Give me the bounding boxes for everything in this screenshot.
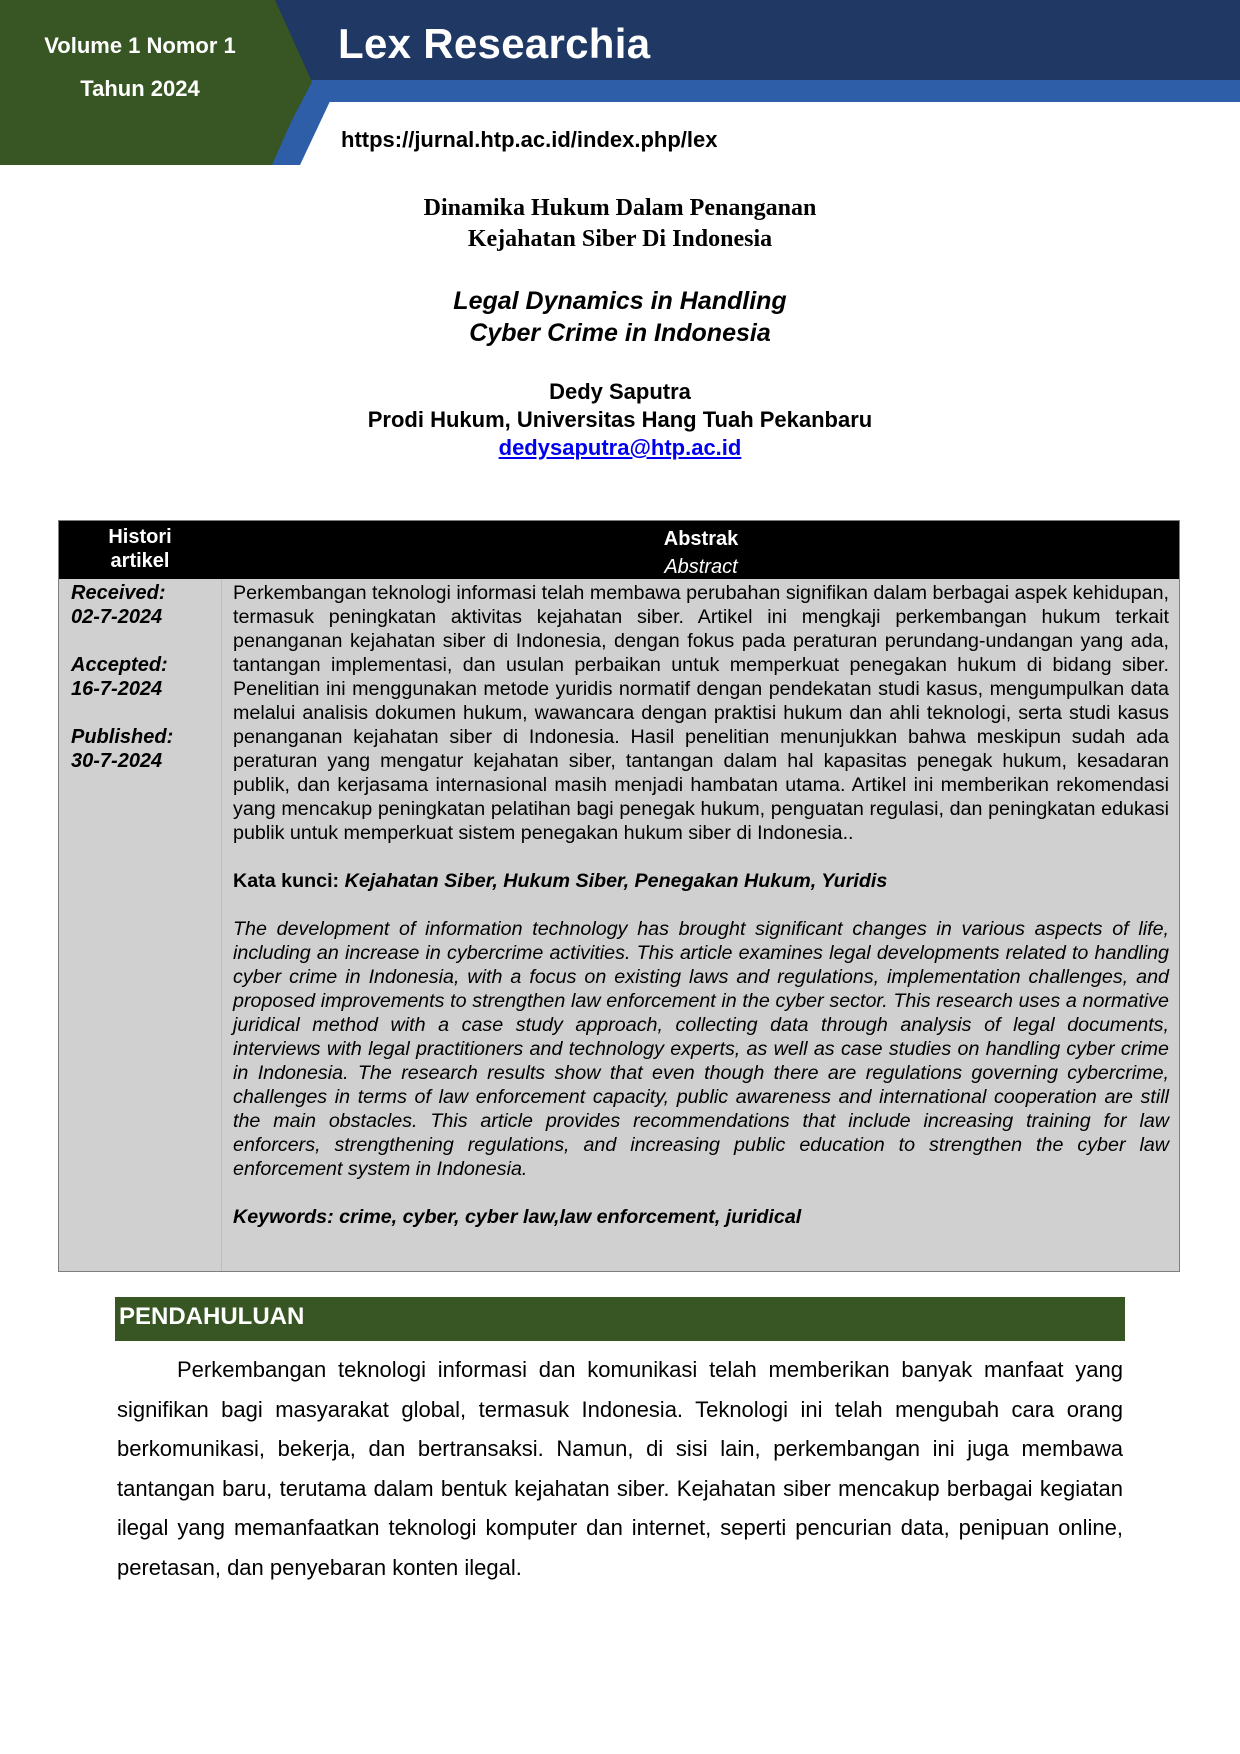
volume-number: Volume 1 Nomor 1: [44, 33, 236, 58]
intro-body: [117, 1350, 1123, 1588]
article-title-en: Legal Dynamics in Handling Cyber Crime in Indonesia: [453, 287, 787, 347]
article-title-id: Dinamika Hukum Dalam Penanganan Kejahatan Siber Di Indonesia: [423, 195, 817, 252]
abstract-en-text: The development of information technology has brought significant changes in various aspects of life, including an increase in cybercrime activities. This article examines legal developments related to handling cyber crime in Indonesia, with a focus on existing laws and regulations, implementation challenges, and proposed improvements to strengthen law enforcement in the cyber sector. This research uses a normative juridical method with a case study approach, collecting data through analysis of legal documents, interviews with legal practitioners and technology experts, as well as case studies on handling cyber crime in Indonesia. The research results show that even though there are regulations governing cybercrime, challenges in terms of law enforcement capacity, public awareness and international cooperation are still the main obstacles. This article provides recommendations that include increasing training for law enforcers, strengthening regulations, and increasing public education to strengthen the cyber law enforcement system in Indonesia.: [233, 918, 1169, 1180]
author-email-link[interactable]: dedysaputra@htp.ac.id: [498, 435, 742, 460]
author-name: Dedy Saputra: [549, 379, 691, 404]
accepted-date: 16-7-2024: [71, 678, 163, 700]
published-label: Published:: [71, 726, 174, 748]
keywords-id: Kata kunci: Kejahatan Siber, Hukum Siber, Penegakan Hukum, Yuridis: [233, 870, 888, 892]
column-divider: [221, 579, 222, 1271]
intro-paragraph: Perkembangan teknologi informasi dan komunikasi telah memberikan banyak manfaat yang signifikan bagi masyarakat global, termasuk Indonesia. Teknologi ini telah mengubah cara orang berkomunikasi, bekerja, dan bertransaksi. Namun, di sisi lain, perkembangan ini juga membawa tantangan baru, terutama dalam bentuk kejahatan siber. Kejahatan siber mencakup berbagai kegiatan ilegal yang memanfaatkan teknologi komputer dan internet, seperti pencurian data, penipuan online, peretasan, dan penyebaran konten ilegal.: [117, 1357, 1123, 1580]
abstract-column-header: Abstrak Abstract: [663, 528, 739, 578]
received-date: 02-7-2024: [71, 606, 163, 628]
section-heading-bar: [115, 1297, 1125, 1341]
journal-name: Lex Researchia: [338, 20, 651, 67]
abstract-body: [233, 581, 1169, 1229]
abstract-table-header: [59, 521, 1179, 579]
author-email-row: [0, 435, 1240, 461]
header-stripe: [300, 80, 1240, 102]
received-label: Received:: [71, 582, 166, 604]
accepted-label: Accepted:: [71, 654, 168, 676]
keywords-en: Keywords: crime, cyber, cyber law,law enforcement, juridical: [233, 1206, 802, 1228]
published-date: 30-7-2024: [71, 750, 163, 772]
abstract-id-text: Perkembangan teknologi informasi telah membawa perubahan signifikan dalam berbagai aspek kehidupan, termasuk peningkatan aktivitas kejahatan siber. Artikel ini mengkaji perkembangan hukum terkait penanganan kejahatan siber di Indonesia, dengan fokus pada peraturan perundang-undangan yang ada, tantangan implementasi, dan usulan perbaikan untuk memperkuat penegakan hukum di bidang siber. Penelitian ini menggunakan metode yuridis normatif dengan pendekatan studi kasus, mengumpulkan data melalui analisis dokumen hukum, wawancara dengan praktisi hukum dan ahli teknologi, serta studi kasus penanganan kejahatan siber di Indonesia. Hasil penelitian menunjukkan bahwa meskipun sudah ada peraturan yang mengatur kejahatan siber, tantangan dalam hal kapasitas penegak hukum, kesadaran publik, dan kerjasama internasional masih menjadi hambatan utama. Artikel ini memberikan rekomendasi yang mencakup peningkatan pelatihan bagi penegak hukum, penguatan regulasi, dan peningkatan edukasi publik untuk memperkuat sistem penegakan hukum siber di Indonesia..: [233, 582, 1169, 844]
section-title: PENDAHULUAN: [119, 1303, 305, 1330]
journal-url: https://jurnal.htp.ac.id/index.php/lex: [341, 127, 718, 152]
volume-year: Tahun 2024: [80, 76, 200, 101]
abstract-table: [58, 520, 1180, 1272]
article-history: [71, 581, 217, 773]
history-column-header: Histori artikel: [108, 526, 172, 572]
author-affiliation: Prodi Hukum, Universitas Hang Tuah Pekanbaru: [367, 407, 873, 432]
